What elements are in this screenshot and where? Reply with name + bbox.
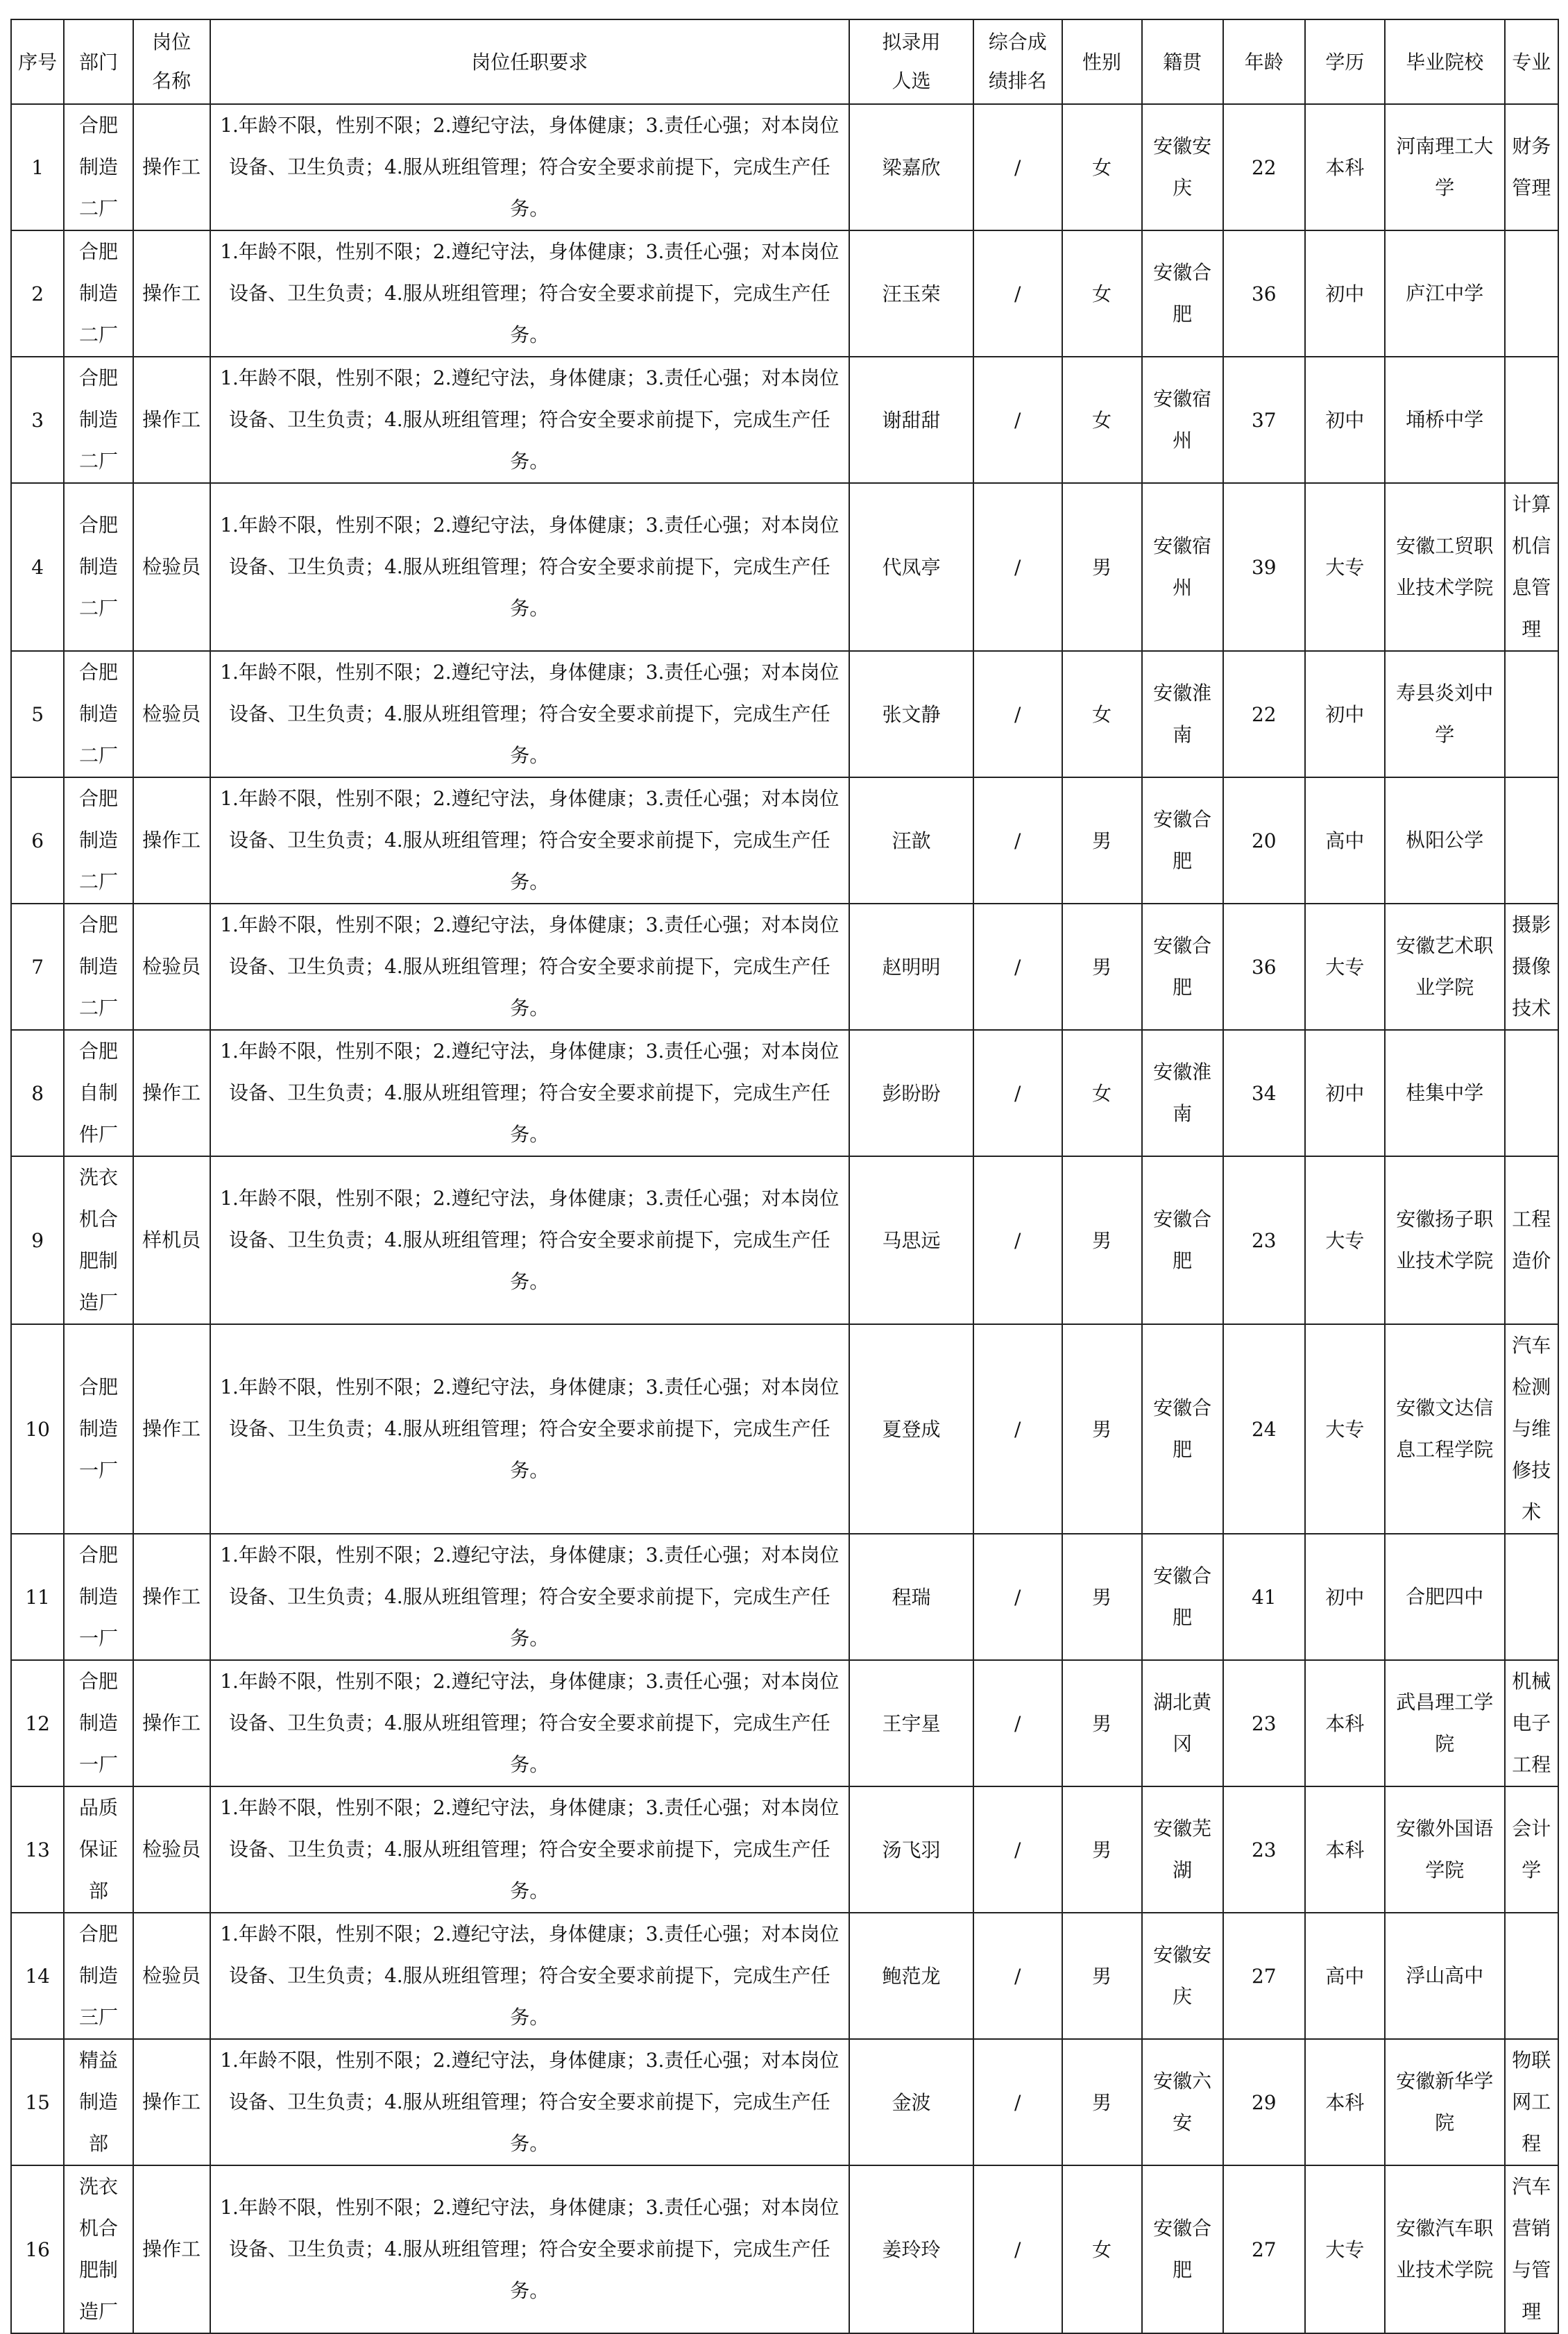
- cell-origin: 湖北黄冈: [1142, 1660, 1223, 1786]
- cell-age: 23: [1223, 1156, 1305, 1324]
- cell-candidate: 梁嘉欣: [849, 104, 973, 230]
- table-row: [11, 1156, 1558, 1324]
- cell-dept: 合肥制造二厂: [64, 357, 133, 483]
- table-row: [11, 2039, 1558, 2165]
- cell-dept: 合肥制造一厂: [64, 1534, 133, 1660]
- cell-requirements: 1.年龄不限，性别不限；2.遵纪守法，身体健康；3.责任心强；对本岗位设备、卫生负责；4.服从班组管理；符合安全要求前提下，完成生产任务。: [210, 1786, 849, 1913]
- cell-gender: 女: [1062, 230, 1142, 357]
- header-age: 年龄: [1223, 19, 1305, 104]
- cell-school: 桂集中学: [1385, 1030, 1505, 1156]
- cell-gender: 男: [1062, 777, 1142, 904]
- cell-major: [1505, 777, 1559, 904]
- table-row: [11, 230, 1558, 357]
- recruitment-table: [10, 19, 1559, 2334]
- cell-school: 浮山高中: [1385, 1913, 1505, 2039]
- table-row: [11, 904, 1558, 1030]
- cell-school: 寿县炎刘中学: [1385, 651, 1505, 777]
- header-school: 毕业院校: [1385, 19, 1505, 104]
- cell-no: 7: [11, 904, 64, 1030]
- table-header: [11, 19, 1558, 104]
- cell-dept: 洗衣机合肥制造厂: [64, 2165, 133, 2333]
- cell-post: 检验员: [133, 1913, 210, 2039]
- cell-education: 初中: [1305, 1534, 1385, 1660]
- cell-requirements: 1.年龄不限，性别不限；2.遵纪守法，身体健康；3.责任心强；对本岗位设备、卫生负责；4.服从班组管理；符合安全要求前提下，完成生产任务。: [210, 1156, 849, 1324]
- cell-post: 操作工: [133, 1534, 210, 1660]
- cell-rank: /: [973, 1660, 1062, 1786]
- header-education: 学历: [1305, 19, 1385, 104]
- cell-requirements: 1.年龄不限，性别不限；2.遵纪守法，身体健康；3.责任心强；对本岗位设备、卫生负责；4.服从班组管理；符合安全要求前提下，完成生产任务。: [210, 483, 849, 651]
- cell-gender: 男: [1062, 483, 1142, 651]
- cell-major: [1505, 1534, 1559, 1660]
- cell-candidate: 彭盼盼: [849, 1030, 973, 1156]
- cell-requirements: 1.年龄不限，性别不限；2.遵纪守法，身体健康；3.责任心强；对本岗位设备、卫生负责；4.服从班组管理；符合安全要求前提下，完成生产任务。: [210, 230, 849, 357]
- cell-school: 安徽外国语学院: [1385, 1786, 1505, 1913]
- cell-requirements: 1.年龄不限，性别不限；2.遵纪守法，身体健康；3.责任心强；对本岗位设备、卫生负责；4.服从班组管理；符合安全要求前提下，完成生产任务。: [210, 1324, 849, 1534]
- cell-post: 操作工: [133, 2165, 210, 2333]
- cell-dept: 合肥制造二厂: [64, 230, 133, 357]
- cell-origin: 安徽宿州: [1142, 483, 1223, 651]
- cell-education: 大专: [1305, 2165, 1385, 2333]
- cell-age: 41: [1223, 1534, 1305, 1660]
- cell-no: 16: [11, 2165, 64, 2333]
- cell-candidate: 张文静: [849, 651, 973, 777]
- cell-school: 枞阳公学: [1385, 777, 1505, 904]
- table-row: [11, 1534, 1558, 1660]
- cell-post: 检验员: [133, 904, 210, 1030]
- cell-post: 操作工: [133, 104, 210, 230]
- cell-requirements: 1.年龄不限，性别不限；2.遵纪守法，身体健康；3.责任心强；对本岗位设备、卫生负责；4.服从班组管理；符合安全要求前提下，完成生产任务。: [210, 104, 849, 230]
- header-major: 专业: [1505, 19, 1559, 104]
- cell-major: 摄影摄像技术: [1505, 904, 1559, 1030]
- cell-major: 汽车营销与管理: [1505, 2165, 1559, 2333]
- header-dept: 部门: [64, 19, 133, 104]
- cell-education: 初中: [1305, 357, 1385, 483]
- header-rank: [973, 19, 1062, 104]
- cell-age: 39: [1223, 483, 1305, 651]
- cell-requirements: 1.年龄不限，性别不限；2.遵纪守法，身体健康；3.责任心强；对本岗位设备、卫生负责；4.服从班组管理；符合安全要求前提下，完成生产任务。: [210, 1534, 849, 1660]
- cell-rank: /: [973, 651, 1062, 777]
- cell-gender: 男: [1062, 1786, 1142, 1913]
- cell-origin: 安徽合肥: [1142, 1156, 1223, 1324]
- cell-rank: /: [973, 904, 1062, 1030]
- cell-no: 10: [11, 1324, 64, 1534]
- table-row: [11, 1030, 1558, 1156]
- cell-rank: /: [973, 1324, 1062, 1534]
- table-row: [11, 357, 1558, 483]
- cell-post: 检验员: [133, 651, 210, 777]
- cell-dept: 合肥制造二厂: [64, 777, 133, 904]
- cell-no: 4: [11, 483, 64, 651]
- cell-post: 检验员: [133, 1786, 210, 1913]
- cell-post: 操作工: [133, 1324, 210, 1534]
- cell-origin: 安徽合肥: [1142, 777, 1223, 904]
- cell-no: 1: [11, 104, 64, 230]
- cell-school: 安徽汽车职业技术学院: [1385, 2165, 1505, 2333]
- cell-dept: 合肥制造一厂: [64, 1660, 133, 1786]
- cell-school: 安徽艺术职业学院: [1385, 904, 1505, 1030]
- cell-rank: /: [973, 2039, 1062, 2165]
- cell-school: 庐江中学: [1385, 230, 1505, 357]
- table-row: [11, 104, 1558, 230]
- cell-school: 安徽扬子职业技术学院: [1385, 1156, 1505, 1324]
- header-post: [133, 19, 210, 104]
- table-row: [11, 1660, 1558, 1786]
- table-row: [11, 2165, 1558, 2333]
- cell-dept: 合肥制造二厂: [64, 104, 133, 230]
- table-row: [11, 1324, 1558, 1534]
- cell-no: 15: [11, 2039, 64, 2165]
- cell-gender: 女: [1062, 1030, 1142, 1156]
- cell-gender: 男: [1062, 2039, 1142, 2165]
- cell-requirements: 1.年龄不限，性别不限；2.遵纪守法，身体健康；3.责任心强；对本岗位设备、卫生负责；4.服从班组管理；符合安全要求前提下，完成生产任务。: [210, 904, 849, 1030]
- cell-dept: 合肥制造三厂: [64, 1913, 133, 2039]
- cell-education: 本科: [1305, 1660, 1385, 1786]
- cell-age: 22: [1223, 651, 1305, 777]
- cell-education: 初中: [1305, 1030, 1385, 1156]
- cell-rank: /: [973, 357, 1062, 483]
- cell-post: 操作工: [133, 1660, 210, 1786]
- cell-requirements: 1.年龄不限，性别不限；2.遵纪守法，身体健康；3.责任心强；对本岗位设备、卫生负责；4.服从班组管理；符合安全要求前提下，完成生产任务。: [210, 1030, 849, 1156]
- cell-rank: /: [973, 1534, 1062, 1660]
- cell-candidate: 汪玉荣: [849, 230, 973, 357]
- cell-school: 合肥四中: [1385, 1534, 1505, 1660]
- cell-no: 3: [11, 357, 64, 483]
- cell-age: 23: [1223, 1786, 1305, 1913]
- cell-origin: 安徽淮南: [1142, 1030, 1223, 1156]
- cell-age: 29: [1223, 2039, 1305, 2165]
- table-row: [11, 1913, 1558, 2039]
- cell-gender: 男: [1062, 1660, 1142, 1786]
- cell-major: [1505, 230, 1559, 357]
- table-row: [11, 777, 1558, 904]
- cell-gender: 女: [1062, 104, 1142, 230]
- header-row: [11, 19, 1558, 104]
- cell-major: 会计学: [1505, 1786, 1559, 1913]
- cell-origin: 安徽合肥: [1142, 2165, 1223, 2333]
- cell-origin: 安徽安庆: [1142, 104, 1223, 230]
- cell-no: 12: [11, 1660, 64, 1786]
- cell-candidate: 金波: [849, 2039, 973, 2165]
- cell-education: 大专: [1305, 483, 1385, 651]
- cell-origin: 安徽合肥: [1142, 230, 1223, 357]
- cell-no: 13: [11, 1786, 64, 1913]
- header-candidate-label: 拟录用人选: [882, 31, 941, 92]
- cell-no: 6: [11, 777, 64, 904]
- cell-education: 初中: [1305, 651, 1385, 777]
- cell-origin: 安徽芜湖: [1142, 1786, 1223, 1913]
- cell-rank: /: [973, 1786, 1062, 1913]
- cell-origin: 安徽合肥: [1142, 1534, 1223, 1660]
- cell-candidate: 谢甜甜: [849, 357, 973, 483]
- cell-school: 埇桥中学: [1385, 357, 1505, 483]
- table-row: [11, 651, 1558, 777]
- cell-age: 34: [1223, 1030, 1305, 1156]
- cell-gender: 男: [1062, 1534, 1142, 1660]
- cell-school: 武昌理工学院: [1385, 1660, 1505, 1786]
- header-rank-label: 综合成绩排名: [988, 31, 1047, 92]
- cell-requirements: 1.年龄不限，性别不限；2.遵纪守法，身体健康；3.责任心强；对本岗位设备、卫生负责；4.服从班组管理；符合安全要求前提下，完成生产任务。: [210, 1660, 849, 1786]
- cell-no: 11: [11, 1534, 64, 1660]
- cell-candidate: 赵明明: [849, 904, 973, 1030]
- cell-dept: 合肥自制件厂: [64, 1030, 133, 1156]
- cell-origin: 安徽安庆: [1142, 1913, 1223, 2039]
- cell-age: 20: [1223, 777, 1305, 904]
- cell-requirements: 1.年龄不限，性别不限；2.遵纪守法，身体健康；3.责任心强；对本岗位设备、卫生负责；4.服从班组管理；符合安全要求前提下，完成生产任务。: [210, 2039, 849, 2165]
- cell-gender: 男: [1062, 1324, 1142, 1534]
- header-post-label: 岗位名称: [152, 31, 191, 92]
- cell-age: 24: [1223, 1324, 1305, 1534]
- header-no: 序号: [11, 19, 64, 104]
- cell-requirements: 1.年龄不限，性别不限；2.遵纪守法，身体健康；3.责任心强；对本岗位设备、卫生负责；4.服从班组管理；符合安全要求前提下，完成生产任务。: [210, 777, 849, 904]
- cell-candidate: 鲍范龙: [849, 1913, 973, 2039]
- cell-post: 操作工: [133, 777, 210, 904]
- cell-education: 初中: [1305, 230, 1385, 357]
- cell-age: 36: [1223, 904, 1305, 1030]
- cell-gender: 男: [1062, 1156, 1142, 1324]
- cell-no: 9: [11, 1156, 64, 1324]
- header-requirements: 岗位任职要求: [210, 19, 849, 104]
- cell-gender: 男: [1062, 1913, 1142, 2039]
- cell-education: 本科: [1305, 2039, 1385, 2165]
- cell-candidate: 代凤亭: [849, 483, 973, 651]
- cell-rank: /: [973, 777, 1062, 904]
- cell-no: 14: [11, 1913, 64, 2039]
- cell-dept: 品质保证部: [64, 1786, 133, 1913]
- cell-origin: 安徽合肥: [1142, 1324, 1223, 1534]
- cell-post: 操作工: [133, 357, 210, 483]
- cell-education: 大专: [1305, 904, 1385, 1030]
- cell-no: 8: [11, 1030, 64, 1156]
- cell-dept: 精益制造部: [64, 2039, 133, 2165]
- cell-education: 本科: [1305, 1786, 1385, 1913]
- cell-candidate: 汪歆: [849, 777, 973, 904]
- cell-rank: /: [973, 1156, 1062, 1324]
- cell-major: [1505, 1030, 1559, 1156]
- cell-post: 操作工: [133, 1030, 210, 1156]
- cell-candidate: 程瑞: [849, 1534, 973, 1660]
- cell-post: 操作工: [133, 230, 210, 357]
- cell-origin: 安徽六安: [1142, 2039, 1223, 2165]
- table-row: [11, 1786, 1558, 1913]
- header-gender: 性别: [1062, 19, 1142, 104]
- cell-gender: 女: [1062, 651, 1142, 777]
- cell-rank: /: [973, 230, 1062, 357]
- cell-requirements: 1.年龄不限，性别不限；2.遵纪守法，身体健康；3.责任心强；对本岗位设备、卫生负责；4.服从班组管理；符合安全要求前提下，完成生产任务。: [210, 1913, 849, 2039]
- cell-origin: 安徽合肥: [1142, 904, 1223, 1030]
- cell-no: 5: [11, 651, 64, 777]
- cell-origin: 安徽宿州: [1142, 357, 1223, 483]
- header-candidate: [849, 19, 973, 104]
- cell-candidate: 姜玲玲: [849, 2165, 973, 2333]
- cell-dept: 合肥制造一厂: [64, 1324, 133, 1534]
- cell-education: 高中: [1305, 1913, 1385, 2039]
- cell-age: 22: [1223, 104, 1305, 230]
- cell-education: 大专: [1305, 1156, 1385, 1324]
- cell-major: 机械电子工程: [1505, 1660, 1559, 1786]
- cell-candidate: 王宇星: [849, 1660, 973, 1786]
- cell-dept: 合肥制造二厂: [64, 483, 133, 651]
- cell-major: 计算机信息管理: [1505, 483, 1559, 651]
- cell-rank: /: [973, 2165, 1062, 2333]
- cell-gender: 女: [1062, 357, 1142, 483]
- cell-education: 高中: [1305, 777, 1385, 904]
- header-origin: 籍贯: [1142, 19, 1223, 104]
- cell-post: 检验员: [133, 483, 210, 651]
- cell-rank: /: [973, 483, 1062, 651]
- cell-dept: 洗衣机合肥制造厂: [64, 1156, 133, 1324]
- cell-gender: 女: [1062, 2165, 1142, 2333]
- cell-education: 大专: [1305, 1324, 1385, 1534]
- cell-major: [1505, 651, 1559, 777]
- table-row: [11, 483, 1558, 651]
- cell-post: 样机员: [133, 1156, 210, 1324]
- cell-requirements: 1.年龄不限，性别不限；2.遵纪守法，身体健康；3.责任心强；对本岗位设备、卫生负责；4.服从班组管理；符合安全要求前提下，完成生产任务。: [210, 2165, 849, 2333]
- cell-major: [1505, 357, 1559, 483]
- cell-origin: 安徽淮南: [1142, 651, 1223, 777]
- cell-major: 汽车检测与维修技术: [1505, 1324, 1559, 1534]
- cell-requirements: 1.年龄不限，性别不限；2.遵纪守法，身体健康；3.责任心强；对本岗位设备、卫生负责；4.服从班组管理；符合安全要求前提下，完成生产任务。: [210, 357, 849, 483]
- cell-rank: /: [973, 104, 1062, 230]
- cell-gender: 男: [1062, 904, 1142, 1030]
- table-body: [11, 104, 1558, 2333]
- cell-dept: 合肥制造二厂: [64, 904, 133, 1030]
- cell-post: 操作工: [133, 2039, 210, 2165]
- cell-rank: /: [973, 1030, 1062, 1156]
- cell-age: 23: [1223, 1660, 1305, 1786]
- cell-major: 物联网工程: [1505, 2039, 1559, 2165]
- cell-candidate: 汤飞羽: [849, 1786, 973, 1913]
- cell-candidate: 马思远: [849, 1156, 973, 1324]
- cell-age: 37: [1223, 357, 1305, 483]
- cell-major: [1505, 1913, 1559, 2039]
- cell-school: 安徽工贸职业技术学院: [1385, 483, 1505, 651]
- cell-school: 安徽新华学院: [1385, 2039, 1505, 2165]
- cell-no: 2: [11, 230, 64, 357]
- cell-requirements: 1.年龄不限，性别不限；2.遵纪守法，身体健康；3.责任心强；对本岗位设备、卫生负责；4.服从班组管理；符合安全要求前提下，完成生产任务。: [210, 651, 849, 777]
- cell-major: 财务管理: [1505, 104, 1559, 230]
- cell-dept: 合肥制造二厂: [64, 651, 133, 777]
- cell-age: 27: [1223, 2165, 1305, 2333]
- cell-school: 安徽文达信息工程学院: [1385, 1324, 1505, 1534]
- cell-age: 27: [1223, 1913, 1305, 2039]
- cell-rank: /: [973, 1913, 1062, 2039]
- cell-candidate: 夏登成: [849, 1324, 973, 1534]
- cell-major: 工程造价: [1505, 1156, 1559, 1324]
- cell-education: 本科: [1305, 104, 1385, 230]
- cell-age: 36: [1223, 230, 1305, 357]
- cell-school: 河南理工大学: [1385, 104, 1505, 230]
